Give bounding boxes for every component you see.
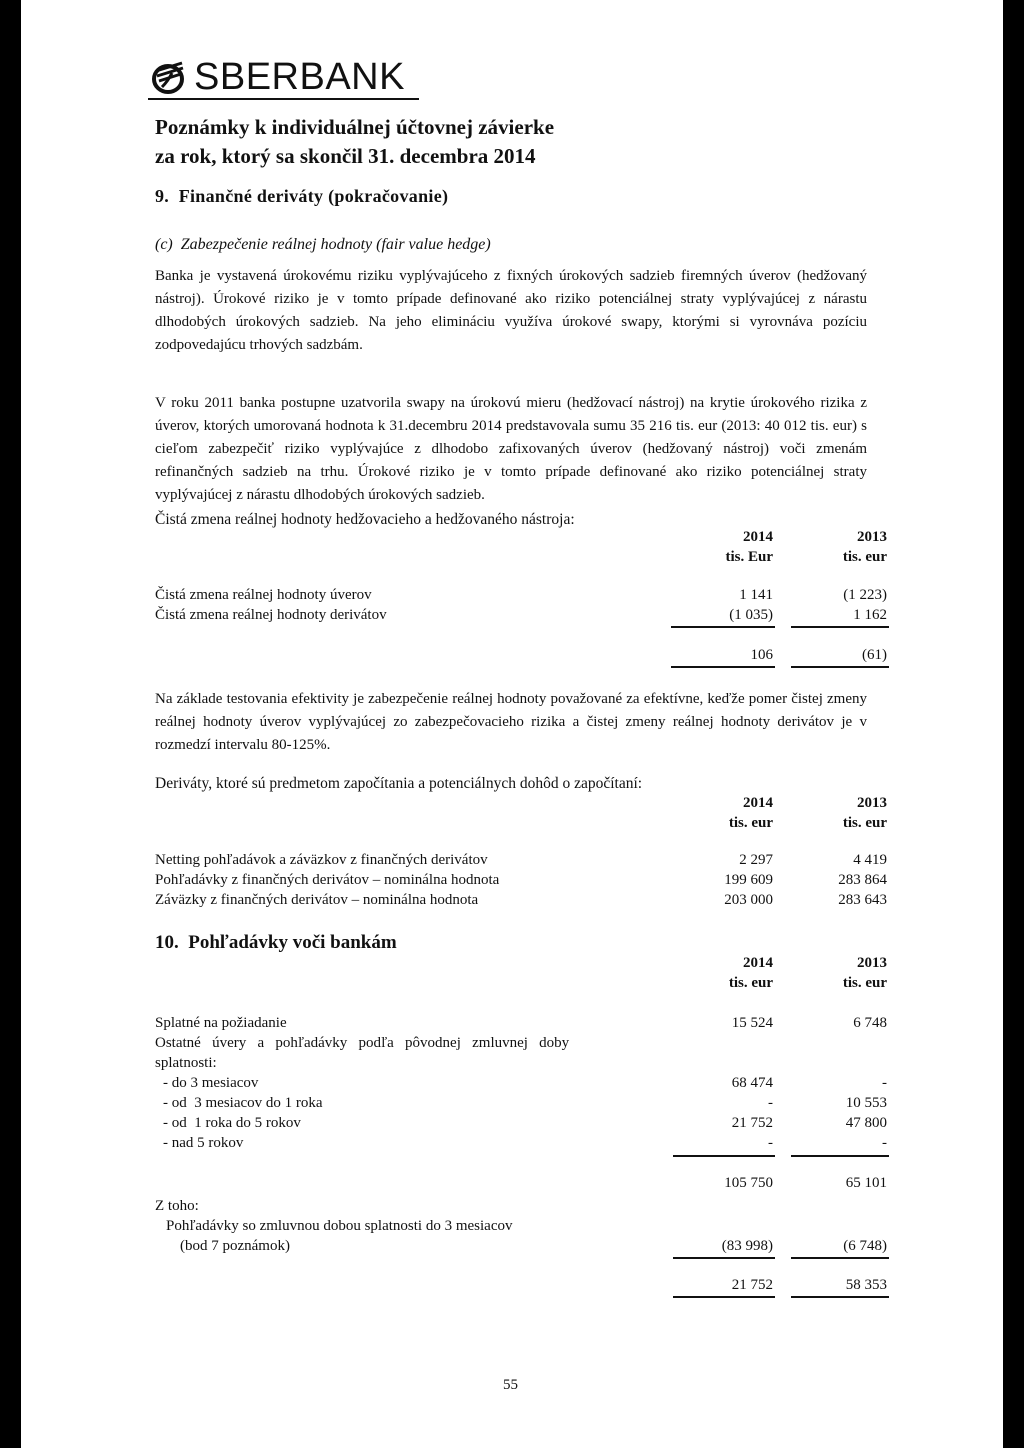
sberbank-emblem-icon (148, 59, 188, 95)
table3-rule (791, 1155, 889, 1157)
table3-maturity-value-2013: - (882, 1075, 887, 1091)
section-9c-subheading: (c) Zabezpečenie reálnej hodnoty (fair value hedge) (155, 236, 491, 253)
table1-rule (791, 626, 889, 628)
document-title (155, 113, 554, 171)
table1-row-label: Čistá zmena reálnej hodnoty úverov (155, 587, 372, 603)
table1-unit-2014: tis. Eur (725, 549, 773, 565)
table3-row-label: Splatné na požiadanie (155, 1015, 287, 1031)
paragraph-hedge-intro: Banka je vystavená úrokovému riziku vyplývajúceho z fixných úrokových sadzieb firemných úverov (hedžovaný nástroj). Úrokové riziko je v tomto prípade definované ako riziko potenciálnej straty vyplývajúcej z nárastu dlhodobých úrokových sadzieb. Na jeho elimináciu využíva úrokové swapy, ktorými si vyrovnáva pozíciu zodpovedajúcu trhových sadzbám. (155, 268, 867, 353)
table2-year-2013: 2013 (857, 795, 887, 811)
table3-other-label-line1: Ostatné úvery a pohľadávky podľa pôvodnej zmluvnej doby (155, 1035, 570, 1051)
table1-row-value-2014: 1 141 (739, 587, 773, 603)
table2-row-label: Záväzky z finančných derivátov – nominálna hodnota (155, 892, 479, 908)
table2-row-value-2014: 2 297 (739, 852, 773, 868)
table3-year-2014: 2014 (743, 955, 773, 971)
table3-of-which-line1: Pohľadávky so zmluvnou dobou splatnosti do 3 mesiacov (166, 1218, 513, 1234)
title-line-1: Poznámky k individuálnej účtovnej závierke (155, 115, 555, 139)
table1-row-value-2013: (1 223) (843, 587, 887, 603)
table3-of-which-value-2014: (83 998) (721, 1238, 773, 1254)
table3-maturity-label: - od 3 mesiacov do 1 roka (163, 1095, 323, 1111)
table3-of-which-value-2013: (6 748) (843, 1238, 887, 1254)
brand-name: SBERBANK (194, 56, 405, 98)
table3-unit-2013: tis. eur (842, 975, 887, 991)
table2-intro: Deriváty, ktoré sú predmetom započítania a potenciálnych dohôd o započítaní: (155, 775, 643, 792)
table3-maturity-value-2014: 68 474 (731, 1075, 773, 1091)
table3-maturity-value-2014: - (768, 1135, 773, 1151)
table2-row-value-2013: 283 643 (838, 892, 887, 908)
table2-row-label: Pohľadávky z finančných derivátov – nominálna hodnota (155, 872, 500, 888)
paragraph-effectiveness: Na základe testovania efektivity je zabezpečenie reálnej hodnoty považované za efektívne, keďže pomer čistej zmeny reálnej hodnoty úverov vyplývajúcej zo zabezpečovacieho rizika a čistej zmeny reálnej hodnoty derivátov je v rozmedzí intervalu 80-125%. (155, 691, 867, 753)
table3-subtotal-2014: 105 750 (724, 1175, 773, 1191)
table3-subtotal-2013: 65 101 (845, 1175, 887, 1191)
table3-of-which-line2: (bod 7 poznámok) (180, 1238, 290, 1254)
table3-maturity-value-2014: 21 752 (731, 1115, 773, 1131)
table1-year-2014: 2014 (743, 529, 773, 545)
table3-row-value-2014: 15 524 (731, 1015, 773, 1031)
table1-total-2013: (61) (862, 647, 887, 663)
table3-year-2013: 2013 (857, 955, 887, 971)
table1-row-label: Čistá zmena reálnej hodnoty derivátov (155, 607, 387, 623)
table3-total-2014: 21 752 (731, 1277, 773, 1293)
table3-rule (673, 1155, 775, 1157)
table1-total-rule (671, 666, 775, 668)
table1-row-value-2014: (1 035) (729, 607, 773, 623)
table3-maturity-label: - nad 5 rokov (163, 1135, 244, 1151)
table1-total-2014: 106 (750, 647, 773, 663)
table2-row-value-2013: 4 419 (853, 852, 887, 868)
sberbank-logo (148, 58, 405, 96)
table3-maturity-value-2014: - (768, 1095, 773, 1111)
table3-rule (791, 1257, 889, 1259)
table3-maturity-label: - do 3 mesiacov (163, 1075, 259, 1091)
page-number: 55 (503, 1377, 518, 1393)
table2-unit-2014: tis. eur (728, 815, 773, 831)
table1-rule (671, 626, 775, 628)
section-10-heading: 10. Pohľadávky voči bankám (155, 932, 397, 953)
table1-unit-2013: tis. eur (842, 549, 887, 565)
table3-row-value-2013: 6 748 (853, 1015, 887, 1031)
table3-total-rule (791, 1296, 889, 1298)
section-9-heading: 9. Finančné deriváty (pokračovanie) (155, 186, 449, 206)
table2-row-label: Netting pohľadávok a záväzkov z finančných derivátov (155, 852, 488, 868)
table3-other-label-line2: splatnosti: (155, 1055, 217, 1071)
table3-rule (673, 1257, 775, 1259)
table2-row-value-2013: 283 864 (838, 872, 887, 888)
table3-maturity-value-2013: 47 800 (845, 1115, 887, 1131)
table3-total-rule (673, 1296, 775, 1298)
table1-intro: Čistá zmena reálnej hodnoty hedžovacieho a hedžovaného nástroja: (155, 511, 575, 528)
table2-row-value-2014: 199 609 (724, 872, 773, 888)
document-page (21, 0, 1003, 1448)
paragraph-swaps: V roku 2011 banka postupne uzatvorila swapy na úrokovú mieru (hedžovací nástroj) na krytie úrokového rizika z úverov, ktorých umorovaná hodnota k 31.decembru 2014 predstavovala sumu 35 216 tis. eur (2013: 40 012 tis. eur) s cieľom zabezpečiť riziko vyplývajúce z dlhodobo zafixovaných úverov (hedžovaný nástroj) voči zmenám refinančných sadzieb na trhu. Úrokové riziko je v tomto prípade definované ako riziko potenciálnej straty vyplývajúcej z nárastu dlhodobých úrokových sadzieb. (155, 395, 867, 503)
title-line-2: za rok, ktorý sa skončil 31. decembra 2014 (155, 144, 536, 168)
logo-underline (148, 98, 419, 100)
table3-of-which-label: Z toho: (155, 1198, 199, 1214)
table2-year-2014: 2014 (743, 795, 773, 811)
table2-row-value-2014: 203 000 (724, 892, 773, 908)
table1-row-value-2013: 1 162 (853, 607, 887, 623)
table2-unit-2013: tis. eur (842, 815, 887, 831)
table3-maturity-label: - od 1 roka do 5 rokov (163, 1115, 301, 1131)
table3-maturity-value-2013: 10 553 (845, 1095, 887, 1111)
table1-total-rule (791, 666, 889, 668)
table3-maturity-value-2013: - (882, 1135, 887, 1151)
table1-year-2013: 2013 (857, 529, 887, 545)
table3-unit-2014: tis. eur (728, 975, 773, 991)
table3-total-2013: 58 353 (845, 1277, 887, 1293)
